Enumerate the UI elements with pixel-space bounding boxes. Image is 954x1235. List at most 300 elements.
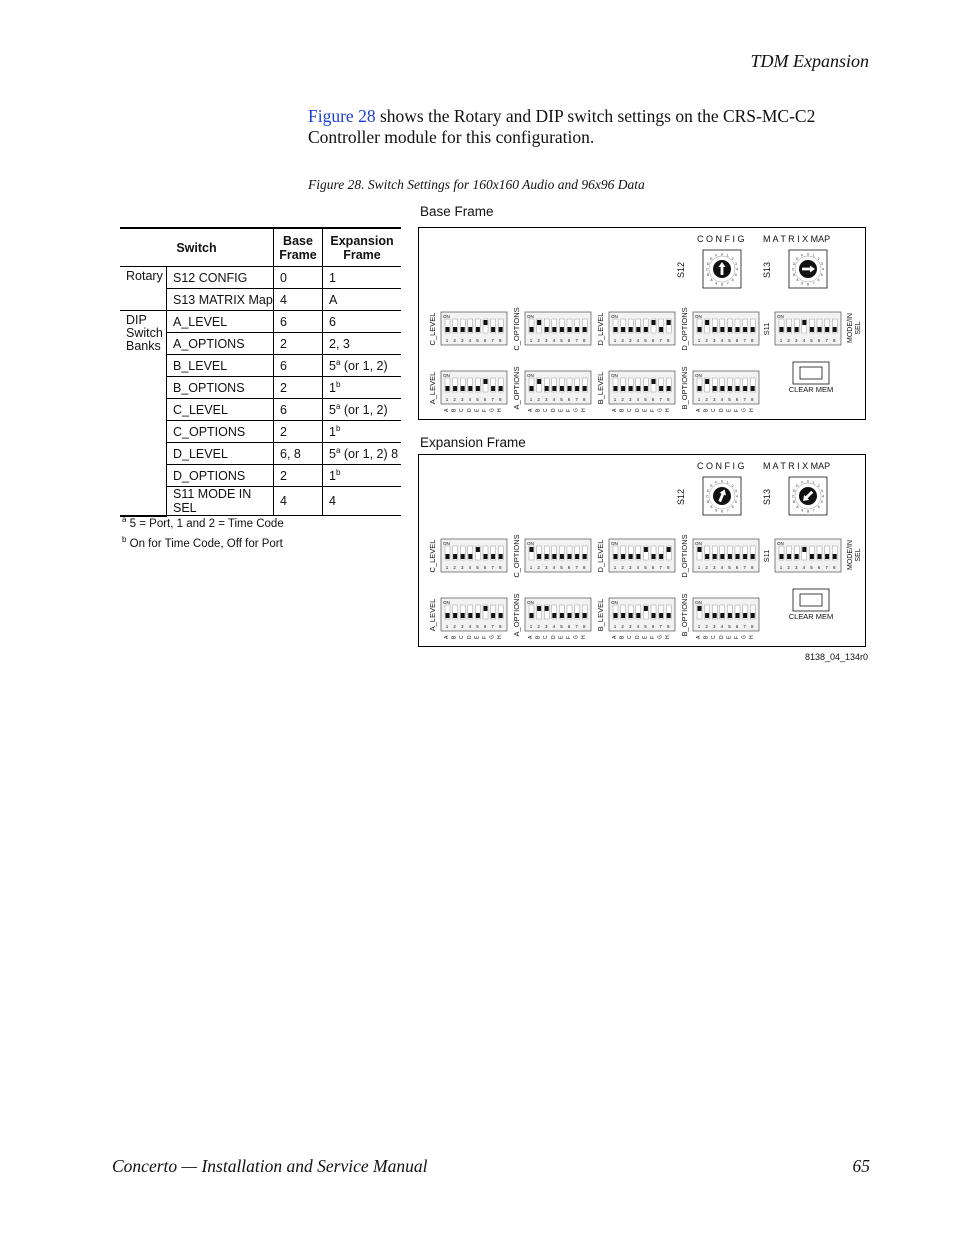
rotary-digit: 5 <box>820 273 823 278</box>
rotary-digit: C <box>705 267 709 272</box>
footnote-b: $^b$ On for Time Code, Off for Port <box>122 535 283 550</box>
dip-number: 6 <box>567 397 571 402</box>
dip-on-label: ON <box>527 541 534 546</box>
dip-letter: B <box>703 408 710 412</box>
rotary-digit: 0 <box>807 479 809 484</box>
dip-switch-knob <box>499 386 503 391</box>
dip-number: 1 <box>613 624 617 629</box>
dip-number: 6 <box>483 565 487 570</box>
dip-switch-knob <box>629 613 633 618</box>
dip-number: 1 <box>697 565 701 570</box>
dip-number: 8 <box>667 565 670 570</box>
rotary-digit: 6 <box>817 278 820 283</box>
dip-number: 1 <box>613 397 617 402</box>
dip-switch-knob <box>736 327 740 332</box>
dip-number: 8 <box>833 338 836 343</box>
dip-letter: H <box>749 635 756 639</box>
switch-settings-table <box>120 227 401 517</box>
dip-bank-label: S11 <box>762 549 771 563</box>
dip-switch-knob <box>713 613 717 618</box>
dip-switch-knob <box>499 613 503 618</box>
dip-switch-knob <box>530 386 534 391</box>
dip-number: 3 <box>545 397 548 402</box>
mode-label-1: MODE/IN <box>847 313 854 343</box>
dip-switch-knob <box>652 320 656 325</box>
rotary-digit: D <box>792 261 796 266</box>
dip-number: 7 <box>743 338 746 343</box>
dip-switch-knob <box>810 327 814 332</box>
dip-switch-knob <box>468 613 472 618</box>
cell-expansion: 5$^a$ (or 1, 2) 8 <box>323 443 402 465</box>
dip-letter: G <box>489 408 496 412</box>
dip-switch-knob <box>575 327 579 332</box>
cell-expansion: 6 <box>323 311 402 333</box>
figure-code: 8138_04_134r0 <box>804 652 868 662</box>
dip-switch-knob <box>583 327 587 332</box>
dip-switch-knob <box>461 386 465 391</box>
dip-letter: H <box>665 408 672 412</box>
cell-expansion: A <box>323 289 402 311</box>
rotary-digit: 8 <box>807 509 809 514</box>
dip-letter: F <box>482 408 488 412</box>
dip-letter: H <box>665 635 672 639</box>
cell-base: 4 <box>274 487 323 516</box>
dip-number: 2 <box>705 624 708 629</box>
dip-number: 8 <box>667 624 670 629</box>
dip-number: 1 <box>697 338 701 343</box>
dip-switch-knob <box>629 327 633 332</box>
dip-switch-knob <box>652 379 656 384</box>
rotary-digit: 7 <box>726 281 729 286</box>
dip-switch-knob <box>720 386 724 391</box>
dip-letter: A <box>528 408 534 412</box>
dip-number: 4 <box>802 338 806 343</box>
dip-switch-knob <box>833 327 837 332</box>
dip-switch-knob <box>810 554 814 559</box>
dip-switch-knob <box>743 613 747 618</box>
dip-number: 1 <box>613 565 617 570</box>
dip-bank <box>609 371 675 404</box>
dip-number: 7 <box>825 565 828 570</box>
dip-number: 1 <box>445 624 449 629</box>
intro-paragraph <box>308 106 868 148</box>
cell-base: 2 <box>274 465 323 487</box>
config-label: C O N F I G <box>697 461 745 471</box>
dip-letter: F <box>566 408 572 412</box>
dip-switch-knob <box>659 327 663 332</box>
dip-number: 3 <box>795 565 798 570</box>
dip-switch-knob <box>667 613 671 618</box>
dip-switch-knob <box>728 554 732 559</box>
cell-expansion: 5$^a$ (or 1, 2) <box>323 355 402 377</box>
cell-switch: B_LEVEL <box>167 355 274 377</box>
dip-letter: C <box>459 408 466 412</box>
rotary-digit: 5 <box>734 500 737 505</box>
dip-switch-knob <box>833 554 837 559</box>
dip-letter: F <box>734 408 740 412</box>
cell-switch: B_OPTIONS <box>167 377 274 399</box>
dip-on-label: ON <box>695 314 702 319</box>
dip-switch-knob <box>713 554 717 559</box>
dip-letter: B <box>619 635 626 639</box>
rotary-digit: 0 <box>721 479 723 484</box>
dip-letter: A <box>612 408 618 412</box>
dip-letter: E <box>642 635 649 639</box>
dip-switch-knob <box>453 386 457 391</box>
dip-number: 6 <box>735 397 739 402</box>
dip-number: 7 <box>491 338 494 343</box>
rotary-digit: 8 <box>721 509 723 514</box>
dip-switch-knob <box>705 320 709 325</box>
dip-letter: B <box>451 635 458 639</box>
rotary-digit: 3 <box>734 261 737 266</box>
dip-number: 6 <box>651 624 655 629</box>
dip-switch-knob <box>545 386 549 391</box>
dip-number: 5 <box>728 338 731 343</box>
rotary-digit: 4 <box>736 267 738 272</box>
dip-number: 5 <box>644 624 647 629</box>
dip-on-label: ON <box>611 600 618 605</box>
dip-number: 6 <box>483 397 487 402</box>
dip-number: 7 <box>825 338 828 343</box>
dip-on-label: ON <box>695 373 702 378</box>
dip-on-label: ON <box>527 314 534 319</box>
dip-switch-knob <box>802 320 806 325</box>
matrix-label: M A T R I X MAP <box>763 234 831 244</box>
dip-number: 2 <box>537 624 540 629</box>
dip-bank-label: A_LEVEL <box>428 598 437 632</box>
dip-letter: G <box>573 408 580 412</box>
mode-label-2: SEL <box>855 321 862 335</box>
dip-switch-knob <box>621 613 625 618</box>
dip-switch-knob <box>583 613 587 618</box>
dip-number: 2 <box>621 397 624 402</box>
dip-number: 6 <box>651 397 655 402</box>
cell-switch: S13 MATRIX Map <box>167 289 274 311</box>
dip-number: 8 <box>583 338 586 343</box>
rotary-digit: 6 <box>731 505 734 510</box>
dip-on-label: ON <box>777 314 784 319</box>
rotary-digit: C <box>705 494 709 499</box>
dip-letter: G <box>657 408 664 412</box>
rotary-digit: F <box>801 480 804 485</box>
dip-switch-knob <box>621 386 625 391</box>
dip-number: 3 <box>461 397 464 402</box>
rotary-digit: F <box>715 480 718 485</box>
dip-letter: C <box>711 408 718 412</box>
dip-bank <box>775 312 841 345</box>
dip-letter: A <box>612 635 618 639</box>
rotary-digit: E <box>796 256 799 261</box>
dip-number: 7 <box>575 565 578 570</box>
dip-bank-label: B_LEVEL <box>596 598 605 632</box>
rotary-digit: 7 <box>812 281 815 286</box>
dip-letter: A <box>696 408 702 412</box>
dip-bank-label: C_LEVEL <box>428 312 437 346</box>
dip-switch-knob <box>629 554 633 559</box>
dip-letter: C <box>543 635 550 639</box>
dip-switch-knob <box>552 327 556 332</box>
table-row <box>120 267 401 289</box>
dip-bank <box>525 598 591 631</box>
base-frame-label: Base Frame <box>420 204 494 219</box>
dip-on-label: ON <box>695 600 702 605</box>
rotary-digit: 1 <box>812 253 815 258</box>
dip-bank-label: A_OPTIONS <box>512 593 521 637</box>
dip-number: 7 <box>575 397 578 402</box>
dip-on-label: ON <box>777 541 784 546</box>
dip-switch-knob <box>484 320 488 325</box>
dip-number: 4 <box>468 565 472 570</box>
dip-number: 2 <box>705 565 708 570</box>
dip-letter: A <box>696 635 702 639</box>
rotary-digit: 9 <box>715 508 718 513</box>
dip-switch-knob <box>552 386 556 391</box>
rotary-digit: 6 <box>731 278 734 283</box>
dip-switch-knob <box>468 386 472 391</box>
clear-mem-button-inner <box>800 594 822 606</box>
dip-switch-knob <box>491 554 495 559</box>
expansion-frame-diagram <box>419 455 865 646</box>
dip-switch-knob <box>560 613 564 618</box>
rotary-digit: 2 <box>817 256 820 261</box>
dip-switch-knob <box>743 327 747 332</box>
dip-switch-knob <box>802 547 806 552</box>
dip-number: 2 <box>453 397 456 402</box>
dip-letter: E <box>726 408 733 412</box>
running-header: TDM Expansion <box>750 51 869 71</box>
dip-letter: C <box>627 408 634 412</box>
dip-number: 1 <box>613 338 617 343</box>
dip-switch-knob <box>644 547 648 552</box>
dip-number: 1 <box>445 338 449 343</box>
dip-letter: C <box>627 635 634 639</box>
header-expansion-frame: Expansion Frame <box>323 228 402 267</box>
dip-bank-label: B_OPTIONS <box>680 366 689 410</box>
dip-number: 5 <box>810 338 813 343</box>
dip-on-label: ON <box>443 373 450 378</box>
dip-number: 1 <box>697 624 701 629</box>
dip-switch-knob <box>552 554 556 559</box>
rotary-digit: D <box>706 488 710 493</box>
dip-switch-knob <box>552 613 556 618</box>
dip-switch-knob <box>491 613 495 618</box>
dip-switch-knob <box>621 554 625 559</box>
expansion-frame-panel <box>418 454 866 647</box>
dip-number: 6 <box>567 624 571 629</box>
dip-switch-knob <box>583 386 587 391</box>
cell-switch: C_OPTIONS <box>167 421 274 443</box>
dip-switch-knob <box>476 327 480 332</box>
dip-switch-knob <box>476 547 480 552</box>
dip-bank <box>525 371 591 404</box>
dip-switch-knob <box>545 606 549 611</box>
dip-bank <box>693 312 759 345</box>
dip-switch-knob <box>780 554 784 559</box>
dip-bank-label: B_LEVEL <box>596 371 605 405</box>
dip-letter: F <box>566 635 572 639</box>
cell-expansion: 2, 3 <box>323 333 402 355</box>
dip-number: 8 <box>833 565 836 570</box>
rotary-digit: A <box>710 505 713 510</box>
dip-bank <box>693 371 759 404</box>
dip-switch-knob <box>644 386 648 391</box>
dip-switch-knob <box>461 327 465 332</box>
dip-bank-label: C_OPTIONS <box>512 307 521 351</box>
dip-number: 7 <box>743 565 746 570</box>
dip-number: 2 <box>537 338 540 343</box>
dip-number: 6 <box>483 338 487 343</box>
dip-number: 8 <box>751 624 754 629</box>
rotary-digit: E <box>710 256 713 261</box>
s12-label: S12 <box>676 488 686 506</box>
dip-switch-knob <box>568 327 572 332</box>
dip-number: 7 <box>575 338 578 343</box>
cell-switch: S11 MODE IN SEL <box>167 487 274 516</box>
dip-on-label: ON <box>443 541 450 546</box>
dip-switch-knob <box>751 386 755 391</box>
dip-number: 6 <box>817 565 821 570</box>
table-row <box>120 311 401 333</box>
figure-28-link[interactable]: Figure 28 <box>308 106 376 126</box>
cell-switch: C_LEVEL <box>167 399 274 421</box>
dip-number: 4 <box>468 338 472 343</box>
cell-switch: A_LEVEL <box>167 311 274 333</box>
dip-switch-knob <box>468 554 472 559</box>
dip-number: 8 <box>499 338 502 343</box>
dip-switch-knob <box>736 613 740 618</box>
dip-number: 5 <box>810 565 813 570</box>
dip-bank-label: D_LEVEL <box>596 312 605 346</box>
dip-number: 7 <box>659 397 662 402</box>
dip-letter: D <box>718 408 725 412</box>
dip-letter: E <box>558 635 565 639</box>
dip-switch-knob <box>614 386 618 391</box>
dip-switch-knob <box>453 554 457 559</box>
dip-number: 4 <box>552 624 556 629</box>
dip-bank-label: D_OPTIONS <box>680 534 689 578</box>
dip-letter: D <box>550 635 557 639</box>
dip-number: 4 <box>468 624 472 629</box>
dip-number: 6 <box>651 565 655 570</box>
dip-number: 3 <box>545 624 548 629</box>
dip-switch-knob <box>659 386 663 391</box>
rotary-digit: 5 <box>820 500 823 505</box>
dip-switch-knob <box>491 327 495 332</box>
rotary-digit: F <box>801 253 804 258</box>
cell-switch: A_OPTIONS <box>167 333 274 355</box>
rotary-digit: A <box>796 278 799 283</box>
dip-letter: E <box>474 408 481 412</box>
dip-switch-knob <box>468 327 472 332</box>
dip-number: 3 <box>461 338 464 343</box>
dip-number: 7 <box>491 624 494 629</box>
dip-bank <box>441 598 507 631</box>
dip-switch-knob <box>560 327 564 332</box>
dip-switch-knob <box>825 554 829 559</box>
dip-number: 5 <box>644 565 647 570</box>
dip-on-label: ON <box>527 600 534 605</box>
dip-switch-knob <box>484 606 488 611</box>
dip-number: 7 <box>659 624 662 629</box>
dip-number: 2 <box>705 338 708 343</box>
dip-switch-knob <box>698 327 702 332</box>
dip-bank <box>609 539 675 572</box>
figure-caption: Figure 28. Switch Settings for 160x160 Audio and 96x96 Data <box>308 177 645 192</box>
dip-switch-knob <box>705 379 709 384</box>
dip-switch-knob <box>728 327 732 332</box>
dip-switch-knob <box>537 379 541 384</box>
rotary-digit: 3 <box>820 488 823 493</box>
dip-number: 8 <box>583 624 586 629</box>
rotary-digit: 0 <box>807 252 809 257</box>
dip-number: 5 <box>728 565 731 570</box>
dip-number: 3 <box>461 565 464 570</box>
dip-number: 8 <box>499 565 502 570</box>
dip-number: 6 <box>567 338 571 343</box>
dip-switch-knob <box>659 613 663 618</box>
dip-number: 2 <box>787 565 790 570</box>
dip-letter: B <box>535 408 542 412</box>
dip-number: 1 <box>779 565 783 570</box>
rotary-digit: 9 <box>801 281 804 286</box>
dip-switch-knob <box>698 547 702 552</box>
dip-letter: D <box>466 408 473 412</box>
cell-expansion: 1$^b$ <box>323 377 402 399</box>
dip-bank <box>441 371 507 404</box>
dip-number: 5 <box>644 397 647 402</box>
dip-number: 2 <box>621 565 624 570</box>
rotary-digit: 9 <box>801 508 804 513</box>
dip-letter: A <box>528 635 534 639</box>
dip-number: 8 <box>667 338 670 343</box>
dip-switch-knob <box>575 386 579 391</box>
dip-switch-knob <box>484 554 488 559</box>
dip-number: 4 <box>720 338 724 343</box>
dip-switch-knob <box>537 606 541 611</box>
config-label: C O N F I G <box>697 234 745 244</box>
dip-switch-knob <box>795 327 799 332</box>
dip-number: 1 <box>445 565 449 570</box>
dip-number: 3 <box>713 397 716 402</box>
cell-base: 2 <box>274 421 323 443</box>
dip-number: 5 <box>476 624 479 629</box>
dip-number: 5 <box>728 397 731 402</box>
dip-switch-knob <box>568 613 572 618</box>
dip-switch-knob <box>818 327 822 332</box>
clear-mem-button-inner <box>800 367 822 379</box>
dip-bank-label: C_LEVEL <box>428 539 437 573</box>
dip-switch-knob <box>530 613 534 618</box>
rotary-digit: E <box>710 483 713 488</box>
cell-base: 4 <box>274 289 323 311</box>
dip-switch-knob <box>736 554 740 559</box>
dip-number: 4 <box>636 397 640 402</box>
dip-switch-knob <box>636 386 640 391</box>
dip-on-label: ON <box>443 600 450 605</box>
dip-switch-knob <box>751 554 755 559</box>
dip-bank <box>525 539 591 572</box>
rotary-digit: D <box>706 261 710 266</box>
dip-switch-knob <box>453 613 457 618</box>
dip-letter: E <box>642 408 649 412</box>
footnote-a: $^a$ 5 = Port, 1 and 2 = Time Code <box>122 515 284 530</box>
dip-switch-knob <box>667 547 671 552</box>
dip-number: 8 <box>667 397 670 402</box>
dip-switch-knob <box>818 554 822 559</box>
dip-switch-knob <box>537 320 541 325</box>
dip-letter: B <box>703 635 710 639</box>
